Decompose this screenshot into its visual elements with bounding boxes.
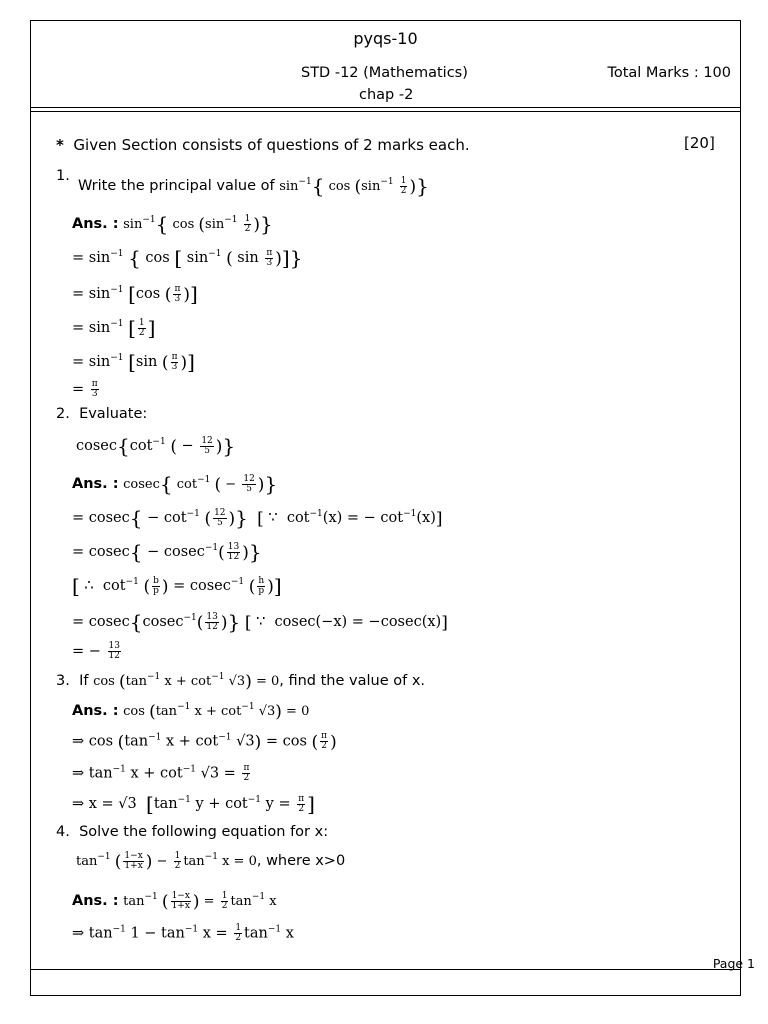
answer-1-line-6: = $\frac{\pi}{3}$ — [72, 379, 98, 399]
question-1 — [78, 174, 429, 198]
total-marks: Total Marks : 100 — [607, 65, 731, 81]
answer-2-line-6: = − $\frac{13}{12}$ — [72, 641, 120, 661]
answer-4-line-1 — [72, 892, 277, 912]
question-2 — [56, 406, 147, 422]
answer-2-line-3: = cosec{ − cosec$^{-1}$( $\frac{13}{12}$ )} — [72, 540, 262, 564]
answer-4-line-2: ⇒ $\tan^{-1} 1 - \tan^{-1} x$ = $\frac{1}{2}$ $\tan^{-1} x$ — [72, 923, 294, 943]
answer-label: Ans. : — [72, 476, 119, 492]
answer-3-line-3: ⇒ $\tan^{-1} x + \cot^{-1} √3$ = $\frac{\pi}{2}$ — [72, 763, 250, 783]
math-expression: cosec{ $\cot^{-1}$ ( − $\frac{12}{5}$ )} — [123, 472, 278, 496]
question-condition: , where x>0 — [256, 853, 346, 869]
answer-1-line-3: = $\sin^{-1} [\cos$ ( $\frac{\pi}{3}$ )] — [72, 282, 198, 306]
answer-2-line-4: [ ∴ $\cot^{-1}$ ( $\frac{b}{p}$ ) = cosec$^{-1}$ ( $\frac{h}{p}$ )] — [72, 574, 282, 598]
math-expression: $\sin^{-1}${ $\cos (\sin^{-1}$ $\frac{1}{2}$ )} — [279, 174, 429, 198]
section-marks: [20] — [684, 134, 715, 152]
question-2-expression: $cosec\{\cot^{-1}$ ( − $\frac{12}{5}$ )} — [76, 434, 236, 458]
question-number: 2. — [56, 406, 70, 422]
footer-divider — [31, 969, 740, 970]
answer-1-line-5: = $\sin^{-1} [\sin$ ( $\frac{\pi}{3}$ )] — [72, 350, 195, 374]
document-title: pyqs-10 — [353, 29, 418, 48]
answer-1-line-4: = $\sin^{-1}$ [ $\frac{1}{2}$ ] — [72, 316, 156, 340]
question-prefix: If — [79, 673, 89, 689]
chapter-label: chap -2 — [359, 87, 414, 103]
question-text: Write the principal value of — [78, 178, 275, 194]
answer-2-line-5: = cosec{cosec$^{-1}$( $\frac{13}{12}$ )} [ ∵ cosec(−x) = −cosec(x)] — [72, 610, 448, 634]
question-text: Solve the following equation for x: — [79, 824, 329, 840]
section-instruction-text: Given Section consists of questions of 2 marks each. — [73, 136, 470, 154]
section-bullet: * — [56, 136, 64, 154]
header-divider-top — [31, 107, 740, 108]
question-number: 3. — [56, 673, 70, 689]
standard-label: STD -12 (Mathematics) — [301, 65, 468, 81]
question-text: Evaluate: — [79, 406, 148, 422]
answer-label: Ans. : — [72, 893, 119, 909]
question-1-number — [56, 168, 70, 184]
question-4-expression — [76, 852, 345, 872]
question-4 — [56, 824, 328, 840]
math-expression: $\cos (\tan^{-1}$ $x + \cot^{-1} √3) = 0$ — [123, 702, 310, 722]
answer-label: Ans. : — [72, 703, 119, 719]
math-expression: $\tan^{-1}$ ( $\frac{1-x}{1+x}$ ) = $\frac{1}{2}$ $\tan^{-1} x$ — [123, 891, 277, 912]
answer-3-line-4: ⇒ x = √3 [$\tan^{-1}$ $y + \cot^{-1} y$ = $\frac{\pi}{2}$ ] — [72, 792, 315, 816]
question-number: 4. — [56, 824, 70, 840]
question-number: 1. — [56, 168, 70, 184]
math-expression: $\cos (\tan^{-1}$ $x + \cot^{-1} √3) = 0$ — [93, 672, 280, 692]
answer-1-line-1 — [72, 212, 273, 236]
answer-label: Ans. : — [72, 216, 119, 232]
answer-2-line-2: = $cosec\{ - \cot^{-1}$ ( $\frac{12}{5}$ )} [ ∵ $\cot^{-1}(x)$ = − $\cot^{-1}(x)$] — [72, 506, 443, 530]
header-divider-bottom — [31, 111, 740, 112]
question-suffix: , find the value of x. — [279, 673, 426, 689]
answer-1-line-2: = $\sin^{-1}$ { cos [ $\sin^{-1}$ ( sin $\frac{\pi}{3}$ )]} — [72, 246, 303, 270]
answer-3-line-1 — [72, 702, 309, 722]
answer-2-line-1 — [72, 472, 277, 496]
math-expression: $\tan^{-1}$ ( $\frac{1-x}{1+x}$ ) − $\frac{1}{2}$ $\tan^{-1} x = 0$ — [76, 851, 257, 872]
page-number: Page 1 — [712, 956, 755, 971]
section-instruction — [56, 136, 470, 154]
question-3 — [56, 672, 425, 692]
math-expression: $\sin^{-1}${ $\cos (\sin^{-1}$ $\frac{1}{2}$ )} — [123, 212, 273, 236]
answer-3-line-2: ⇒ $\cos (\tan^{-1}$ $x + \cot^{-1} √3) = \cos$ ( $\frac{\pi}{2}$ ) — [72, 731, 337, 753]
